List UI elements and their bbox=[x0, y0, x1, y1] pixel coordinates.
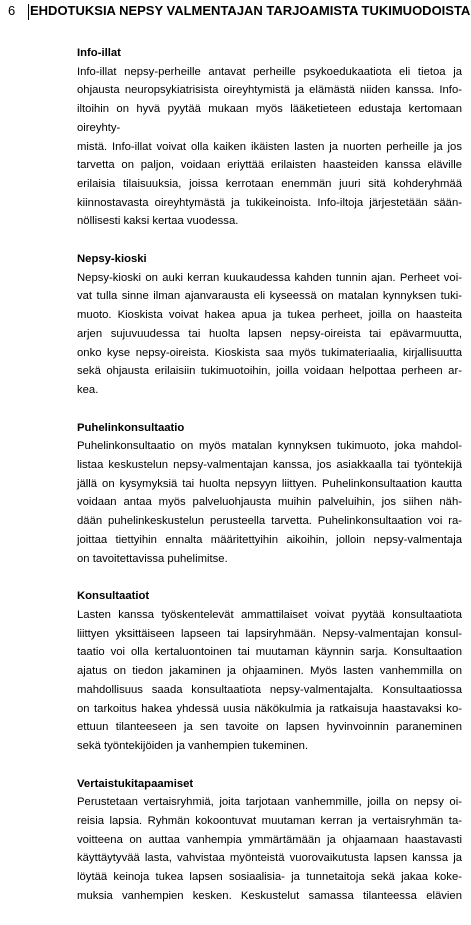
paragraph-line: Puhelinkonsultaatio on myös matalan kynnyksen tukimuoto, joka mahdol- bbox=[77, 440, 462, 453]
paragraph-line: liittyen yksittäiseen lapseen tai lapsiryhmään. Nepsy-valmentajan konsul- bbox=[77, 627, 462, 640]
paragraph-line: Perustetaan vertaisryhmiä, joita tarjotaan vanhemmille, joilla on nepsy oi- bbox=[77, 796, 462, 809]
paragraph-line: sekä ohjausta erilaisiin tukimuotoihin, joilla voidaan helpottaa perheen ar- bbox=[77, 365, 462, 378]
paragraph-line: Info-illat nepsy-perheille antavat perheille psykoedukaatiota eli tietoa ja bbox=[77, 65, 462, 78]
paragraph-line: Nepsy-kioski on auki kerran kuukaudessa kahden tunnin ajan. Perheet voi- bbox=[77, 271, 462, 284]
paragraph-line: Lasten kanssa työskentelevät ammattilaiset voivat pyytää konsultaatiota bbox=[77, 608, 462, 621]
paragraph-line: muksia vanhempien kesken. Keskustelut samassa tilanteessa elävien bbox=[77, 889, 462, 902]
paragraph-line: nöllisesti kaksi kertaa vuodessa. bbox=[77, 215, 239, 228]
document-body bbox=[77, 44, 462, 925]
paragraph-line: voidaan antaa myös palveluohjausta muihin palveluihin, jos siihen näh- bbox=[77, 496, 462, 509]
paragraph-line: reisia lapsia. Ryhmän kokoontuvat muutaman kerran ja vertaisryhmän ta- bbox=[77, 815, 462, 828]
section-heading: Nepsy-kioski bbox=[77, 253, 147, 266]
paragraph-line: kea. bbox=[77, 383, 99, 396]
section-heading: Vertaistukitapaamiset bbox=[77, 777, 194, 790]
paragraph-line: vat tulla sinne ilman ajanvarausta eli kyseessä on matalan kynnyksen tuki- bbox=[77, 290, 462, 303]
paragraph-line: muoto. Kioskista voivat hakea apua ja tukea perheet, joilla on haasteita bbox=[77, 309, 462, 322]
paragraph-line: mahdollisuus saada konsultaatiota nepsy-valmentajalta. Konsultaatiossa bbox=[77, 683, 462, 696]
text-cursor bbox=[28, 4, 29, 20]
paragraph-line: jällä on kysymyksiä tai huolta nepsyyn liittyen. Puhelinkonsultaation kautta bbox=[77, 477, 462, 490]
paragraph-line: dään puhelinkeskustelun perusteella tarvetta. Puhelinkonsultaation voi ra- bbox=[77, 515, 462, 528]
paragraph-line: listaa keskustelun nepsy-valmentajan kanssa, jos asiakkaalla tai työntekijä bbox=[77, 459, 462, 472]
paragraph-line: käyttäytyvää lasta, vahvistaa myönteistä vuorovaikutusta lapsen kanssa ja bbox=[77, 852, 462, 865]
paragraph-line: erilaisia tilaisuuksia, joissa kerrotaan enemmän juuri sitä kohderyhmää bbox=[77, 177, 462, 190]
page-title: EHDOTUKSIA NEPSY VALMENTAJAN TARJOAMISTA TUKIMUODOISTA bbox=[30, 3, 471, 18]
paragraph-line: joittaa tiettyihin ennalta määritettyihin aikoihin, jolloin nepsy-valmentaja bbox=[77, 533, 462, 546]
section-heading: Konsultaatiot bbox=[77, 590, 150, 603]
paragraph-line: iltoihin on hyvä pyytää mukaan myös lääketieteen edustaja kertomaan oireyhty- bbox=[77, 103, 462, 134]
paragraph-line: taatio voi olla kertaluontoinen tai muutaman käynnin sarja. Konsultaation bbox=[77, 646, 462, 659]
section-heading: Info-illat bbox=[77, 47, 121, 59]
paragraph-line: ajatus on tiedon jakaminen ja ohjaaminen. Myös lasten vanhemmilla on bbox=[77, 665, 462, 678]
section-heading: Puhelinkonsultaatio bbox=[77, 421, 185, 434]
section bbox=[77, 44, 462, 231]
section bbox=[77, 250, 462, 400]
section bbox=[77, 419, 462, 569]
paragraph-line: kiinnostavasta oireyhtymästä ja tukikeinoista. Info-iltoja järjestetään sään- bbox=[77, 196, 462, 209]
paragraph-line: löytää keinoja tukea lapsen sosiaalisia- ja tunnetaitoja sekä jakaa koke- bbox=[77, 871, 462, 884]
paragraph-line: on tavoitettavissa puhelimitse. bbox=[77, 552, 228, 565]
paragraph-line: sekä työntekijöiden ja vanhempien tukeminen. bbox=[77, 739, 309, 752]
paragraph-line: onko kyse nepsy-oireista. Kioskista saa myös tukimateriaalia, kirjallisuutta bbox=[77, 346, 462, 359]
paragraph-line: ohjausta neuropsykiatrisista oireyhtymistä ja elämästä niiden kanssa. Info- bbox=[77, 84, 462, 97]
paragraph-line: ettuun tilanteeseen ja sen tavoite on lapsen hyvinvoinnin paraneminen bbox=[77, 721, 462, 734]
section bbox=[77, 587, 462, 755]
paragraph-line: mistä. Info-illat voivat olla kaiken ikäisten lasten ja nuorten perheille ja jos bbox=[77, 140, 462, 153]
paragraph-line: tarvetta on paljon, voidaan eriyttää erilaisten haasteiden kanssa eläville bbox=[77, 159, 462, 172]
paragraph-line: on tarkoitus hakea yhdessä uusia näkökulmia ja ratkaisuja haastavaksi ko- bbox=[77, 702, 462, 715]
paragraph-line: arjen sujuvuudessa tai huolta lapsen nepsy-oireista tai epävarmuutta, bbox=[77, 327, 462, 340]
section bbox=[77, 775, 462, 906]
page-number: 6 bbox=[8, 3, 16, 18]
paragraph-line: voitteena on auttaa vanhempia ymmärtämään ja ohjaamaan haastavasti bbox=[77, 833, 462, 846]
